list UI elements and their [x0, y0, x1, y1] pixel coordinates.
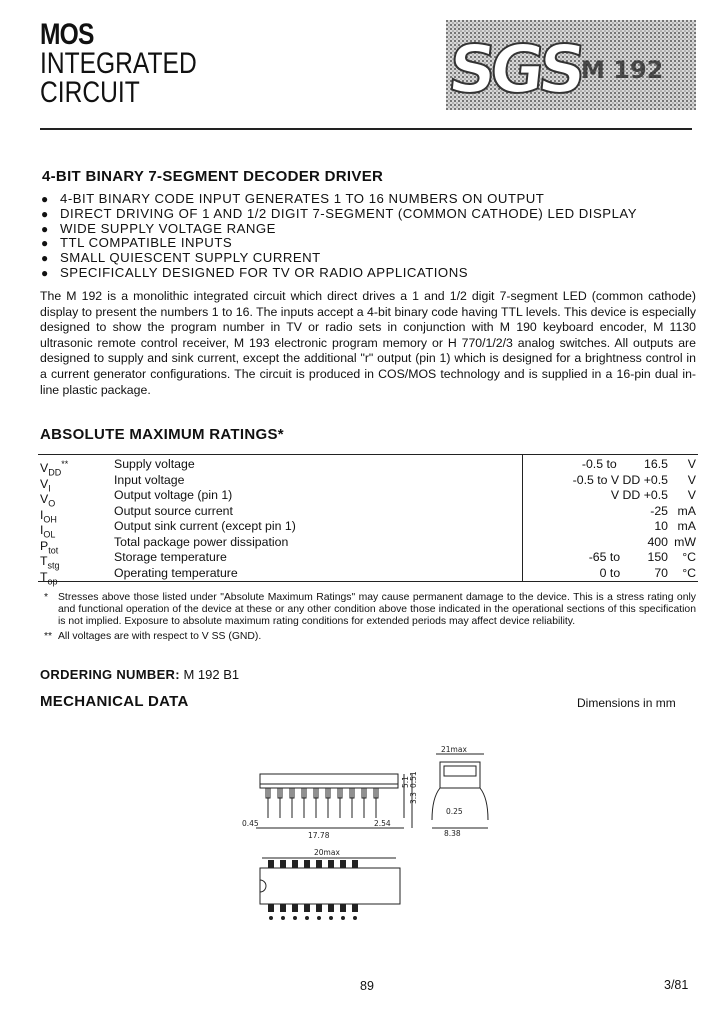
rating-unit: °C [682, 565, 696, 580]
feature-item: ● SPECIFICALLY DESIGNED FOR TV OR RADIO APPLICATIONS [41, 264, 469, 280]
feature-item: ● WIDE SUPPLY VOLTAGE RANGE [41, 220, 276, 236]
rating-symbol: $V_O$ [40, 492, 56, 509]
ratings-table [38, 454, 698, 587]
logo-text: SGS [446, 31, 585, 108]
dim-51: 5.1 [401, 776, 410, 788]
bullet-icon: ● [41, 265, 49, 280]
rating-parameter: Output voltage (pin 1) [114, 488, 233, 502]
side-view-body [260, 774, 398, 788]
rating-value: -65 to 150 [588, 550, 668, 564]
rating-unit: V [687, 472, 696, 487]
side-view-pins [266, 788, 378, 818]
rating-unit: mA [677, 503, 696, 518]
rating-unit: mA [677, 519, 696, 533]
rating-row [38, 472, 698, 494]
dim-838: 8.38 [444, 829, 461, 838]
header-mos: MOS [40, 18, 94, 51]
rating-symbol: $P_{tot}$ [40, 538, 59, 556]
top-view-pins [268, 860, 358, 920]
rating-row [38, 565, 698, 587]
rating-parameter: Output source current [114, 503, 233, 518]
top-view-body [260, 868, 400, 904]
dim-254: 2.54 [374, 819, 391, 828]
dim-21max: 21max [441, 745, 467, 754]
rating-value: -25 [650, 503, 668, 518]
rating-value: -0.5 to 16.5 [581, 457, 668, 471]
feature-item: ● DIRECT DRIVING OF 1 AND 1/2 DIGIT 7-SEGMENT (COMMON CATHODE) LED DISPLAY [41, 205, 638, 221]
sgs-logo-block [446, 20, 696, 110]
dip-package-svg [236, 744, 506, 944]
rating-parameter: Storage temperature [114, 550, 227, 564]
header-integrated: INTEGRATED [40, 47, 197, 80]
dim-20max: 20max [314, 848, 340, 857]
rating-row [38, 534, 698, 556]
rating-parameter: Input voltage [114, 472, 185, 487]
document-title: 4-BIT BINARY 7-SEGMENT DECODER DRIVER [42, 168, 384, 185]
header-title [40, 20, 231, 107]
ordering-value: M 192 B1 [183, 667, 240, 682]
bullet-icon: ● [41, 236, 49, 251]
rating-unit: V [687, 457, 696, 471]
dim-1778: 17.78 [308, 831, 330, 840]
feature-list [40, 192, 637, 281]
mechanical-title: MECHANICAL DATA [40, 693, 189, 710]
rating-row [38, 457, 698, 478]
rating-value: -0.5 to V DD +0.5 [572, 472, 668, 487]
logo-part-number: M 192 [581, 56, 664, 84]
ratings-title: ABSOLUTE MAXIMUM RATINGS* [40, 426, 284, 443]
ordering-number [40, 667, 239, 682]
dim-33: 3.3 [409, 792, 418, 804]
bullet-icon: ● [41, 221, 49, 236]
rating-value: 400 [647, 534, 668, 549]
rating-symbol: $T_{stg}$ [40, 554, 60, 571]
note-stress: * Stresses above those listed under "Absolute Maximum Ratings" may cause permanent damage to the device. This is a stress rating only and functional operation of the device at these or any other condition above those indicated in the operational sections of this specification is not implied. Exposure to absolute maximum rating conditions for extended periods may affect device reliability. [44, 592, 696, 628]
rating-parameter: Operating temperature [114, 565, 238, 580]
feature-item: ● SMALL QUIESCENT SUPPLY CURRENT [41, 250, 321, 266]
rating-parameter: Supply voltage [114, 457, 195, 471]
rating-unit: °C [682, 550, 696, 564]
rating-row [38, 519, 698, 540]
rating-symbol: $T_{op}$ [40, 569, 58, 587]
description-paragraph: The M 192 is a monolithic integrated circuit which direct drives a 1 and 1/2 digit 7-segment LED (common cathode) display to present the numbers 1 to 16. The inputs accept a 4-bit binary code having TTL levels. This device is especially designed to show the program number in TV or radio sets in conjunction with M 190 keyboard encoder, M 1130 ultrasonic remote control receiver, M 193 electronic program memory or H 770/1/2/3 analog switches. All outputs are designed to supply and sink current, except the additional "r" output (pin 1) which is designed for a brightness control in a current generator configurations. The circuit is produced in COS/MOS technology and is supplied in a 16-pin dual in-line plastic package. [40, 289, 696, 397]
dimensions-note: Dimensions in mm [577, 696, 676, 710]
rating-row [38, 488, 698, 509]
rating-unit: mW [674, 534, 696, 549]
rating-symbol: $V_I$ [40, 476, 51, 494]
sgs-logo-image [446, 20, 696, 110]
feature-item: ● TTL COMPATIBLE INPUTS [41, 235, 233, 251]
dim-051: 0.51 [409, 771, 418, 788]
ratings-notes [40, 592, 696, 643]
rating-symbol: $V_{DD}^{**}$ [40, 459, 69, 478]
rating-symbol: $I_{OL}$ [40, 523, 56, 540]
rating-value: 0 to 70 [599, 565, 668, 580]
header-rule [40, 128, 692, 130]
rating-row [38, 550, 698, 571]
revision-date: 3/81 [664, 978, 689, 992]
rating-symbol: $I_{OH}$ [40, 507, 57, 525]
note-voltages: ** All voltages are with respect to V SS (GND). [44, 630, 262, 642]
rating-value: V DD +0.5 [610, 488, 668, 502]
feature-item: ● 4-BIT BINARY CODE INPUT GENERATES 1 TO 16 NUMBERS ON OUTPUT [41, 191, 545, 206]
bullet-icon: ● [41, 192, 49, 206]
rating-row [38, 503, 698, 525]
rating-value: 10 [654, 519, 668, 533]
dim-045: 0.45 [242, 819, 259, 828]
page-number: 89 [360, 979, 374, 993]
ordering-label: ORDERING NUMBER: [40, 667, 180, 682]
header-circuit: CIRCUIT [40, 76, 140, 109]
dim-025: 0.25 [446, 807, 463, 816]
bullet-icon: ● [41, 251, 49, 266]
rating-parameter: Total package power dissipation [114, 534, 289, 549]
package-drawing [236, 744, 506, 944]
rating-parameter: Output sink current (except pin 1) [114, 519, 296, 533]
bullet-icon: ● [41, 206, 49, 221]
rating-unit: V [687, 488, 696, 502]
